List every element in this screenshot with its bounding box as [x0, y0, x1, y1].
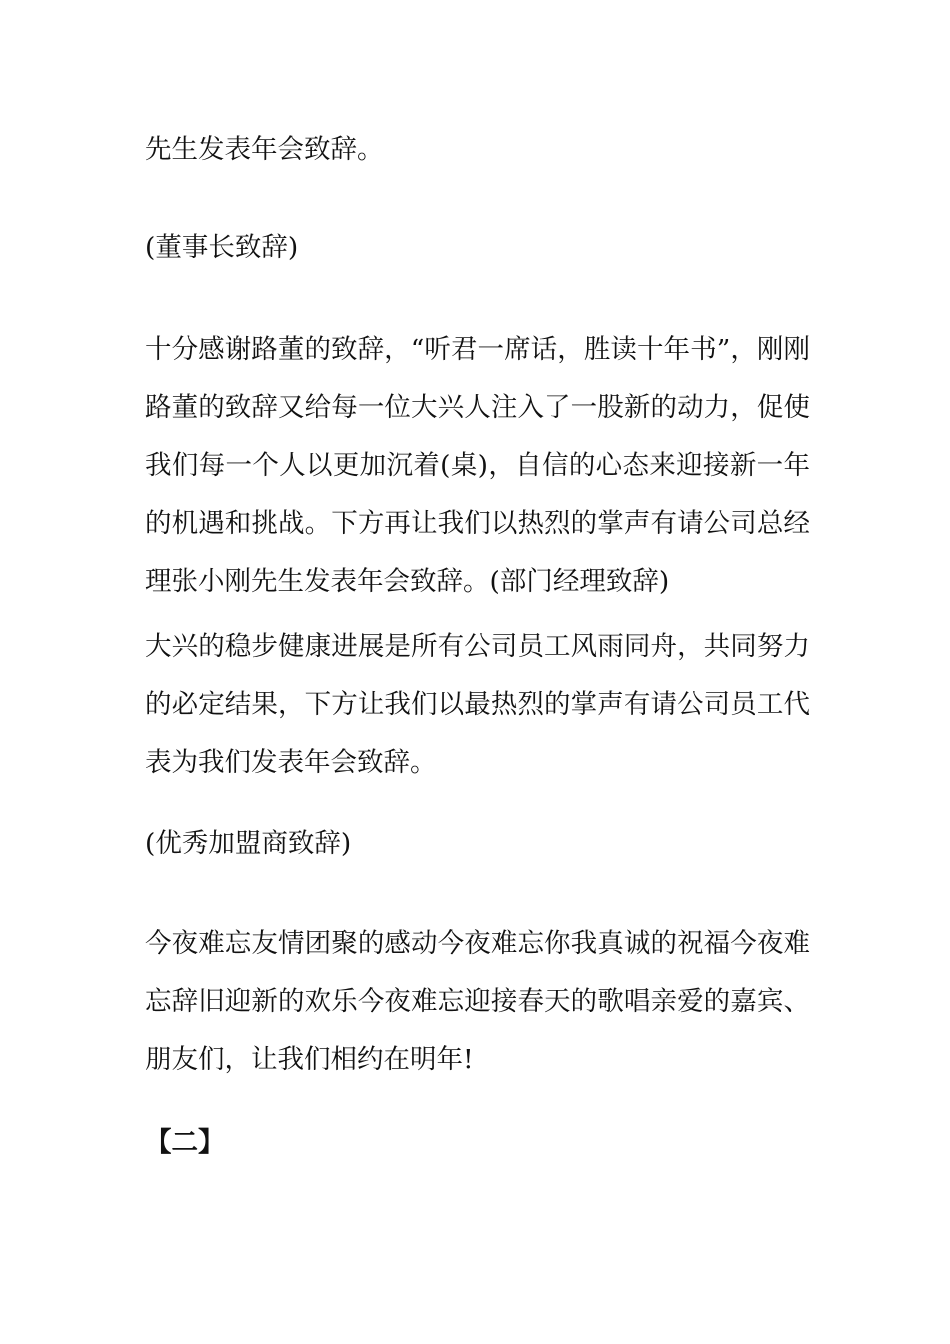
paragraph-closing: 今夜难忘友情团聚的感动今夜难忘你我真诚的祝福今夜难忘辞旧迎新的欢乐今夜难忘迎接春天的歌唱亲爱的嘉宾、朋友们，让我们相约在明年! [145, 928, 810, 1075]
paragraph-franchisee-note: (优秀加盟商致辞) [145, 828, 352, 859]
paragraph-thanks-chairman: 十分感谢路董的致辞，“听君一席话，胜读十年书”，刚刚路董的致辞又给每一位大兴人注入了一股新的动力，促使我们每一个人以更加沉着(桌)，自信的心态来迎接新一年的机遇和挑战。下方再让我们以热烈的掌声有请公司总经理张小刚先生发表年会致辞。(部门经理致辞) [145, 334, 810, 597]
paragraph-speech-intro: 先生发表年会致辞。 [145, 134, 384, 165]
paragraph-chairman-note: (董事长致辞) [145, 232, 299, 263]
paragraph-staff-representative: 大兴的稳步健康进展是所有公司员工风雨同舟，共同努力的必定结果，下方让我们以最热烈的掌声有请公司员工代表为我们发表年会致辞。 [145, 631, 810, 778]
section-heading: 【二】 [145, 1127, 225, 1158]
